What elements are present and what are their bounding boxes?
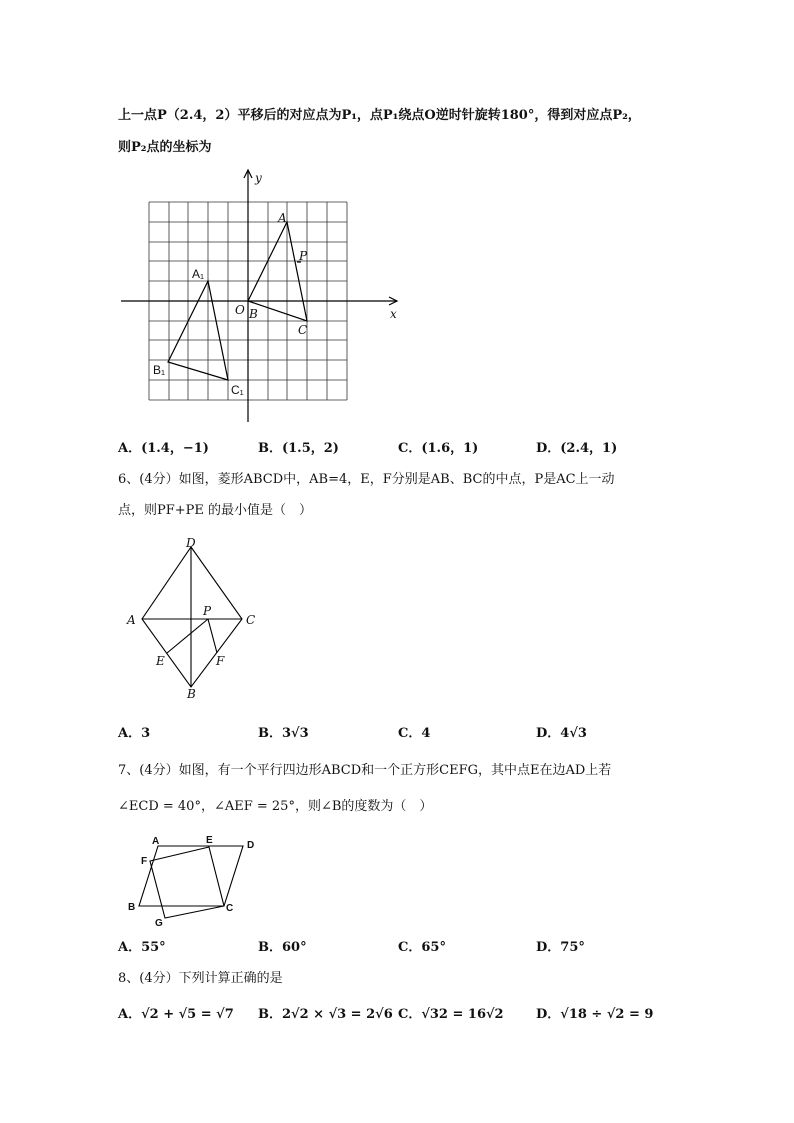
q7-text-line1: 7、(4分）如图，有一个平行四边形ABCD和一个正方形CEFG，其中点E在边AD上若 — [118, 763, 612, 778]
q5-coordinate-figure — [115, 166, 405, 426]
point-a1-label: A₁ — [192, 267, 205, 281]
q8-text-line1: 8、(4分）下列计算正确的是 — [118, 971, 283, 986]
q6-point-e-label: E — [156, 654, 165, 668]
point-c1-label: C₁ — [231, 383, 244, 397]
q7-option-b: B．60° — [258, 940, 307, 955]
point-a-label: A — [278, 211, 287, 225]
q5-option-a: A．(1.4，−1) — [118, 441, 209, 456]
point-b1-label: B₁ — [153, 363, 166, 377]
q7-point-d-label: D — [247, 840, 255, 851]
q5-option-d: D．(2.4，1) — [536, 441, 618, 456]
q8-option-c: C．√32 = 16√2 — [398, 1007, 504, 1022]
q6-point-c-label: C — [246, 613, 256, 627]
q6-point-a-label: A — [127, 613, 136, 627]
q7-option-a: A．55° — [118, 940, 166, 955]
q7-point-e-label: E — [206, 835, 213, 846]
q6-option-b: B．3√3 — [258, 726, 309, 741]
q8-option-d: D．√18 ÷ √2 = 9 — [536, 1007, 654, 1022]
q5-option-b: B．(1.5，2) — [258, 441, 339, 456]
q6-point-p-label: P — [203, 604, 212, 618]
q7-parallelogram-figure — [115, 830, 265, 930]
y-axis-label: y — [255, 171, 262, 185]
q6-option-d: D．4√3 — [536, 726, 587, 741]
point-c-label: C — [298, 323, 308, 337]
point-b-label: B — [249, 307, 258, 321]
q7-point-c-label: C — [226, 903, 234, 914]
q7-point-b-label: B — [128, 902, 136, 913]
q8-option-b: B．2√2 × √3 = 2√6 — [258, 1007, 393, 1022]
q5-text-line2: 则P₂点的坐标为 — [118, 140, 212, 155]
origin-label: O — [235, 303, 245, 317]
q6-text-line1: 6、(4分）如图，菱形ABCD中，AB=4，E，F分别是AB、BC的中点，P是AC上一动 — [118, 472, 615, 487]
q6-point-b-label: B — [187, 687, 196, 701]
q7-point-f-label: F — [141, 856, 148, 867]
q8-option-a: A．√2 + √5 = √7 — [118, 1007, 234, 1022]
x-axis-label: x — [390, 307, 397, 321]
q5-option-c: C．(1.6，1) — [398, 441, 479, 456]
q6-point-f-label: F — [216, 654, 225, 668]
q7-point-g-label: G — [155, 918, 163, 929]
q7-text-line2: ∠ECD = 40°，∠AEF = 25°，则∠B的度数为（ ） — [118, 799, 433, 814]
q6-rhombus-figure — [115, 535, 275, 705]
q6-option-c: C．4 — [398, 726, 431, 741]
point-p-label: P — [299, 249, 308, 263]
q6-point-d-label: D — [186, 536, 196, 550]
q5-text-line1: 上一点P（2.4，2）平移后的对应点为P₁，点P₁绕点O逆时针旋转180°，得到对应点P₂， — [118, 108, 641, 123]
q7-point-a-label: A — [152, 836, 160, 847]
q6-option-a: A．3 — [118, 726, 151, 741]
q7-option-d: D．75° — [536, 940, 585, 955]
q6-text-line2: 点，则PF+PE 的最小值是（ ） — [118, 503, 313, 518]
q7-option-c: C．65° — [398, 940, 446, 955]
